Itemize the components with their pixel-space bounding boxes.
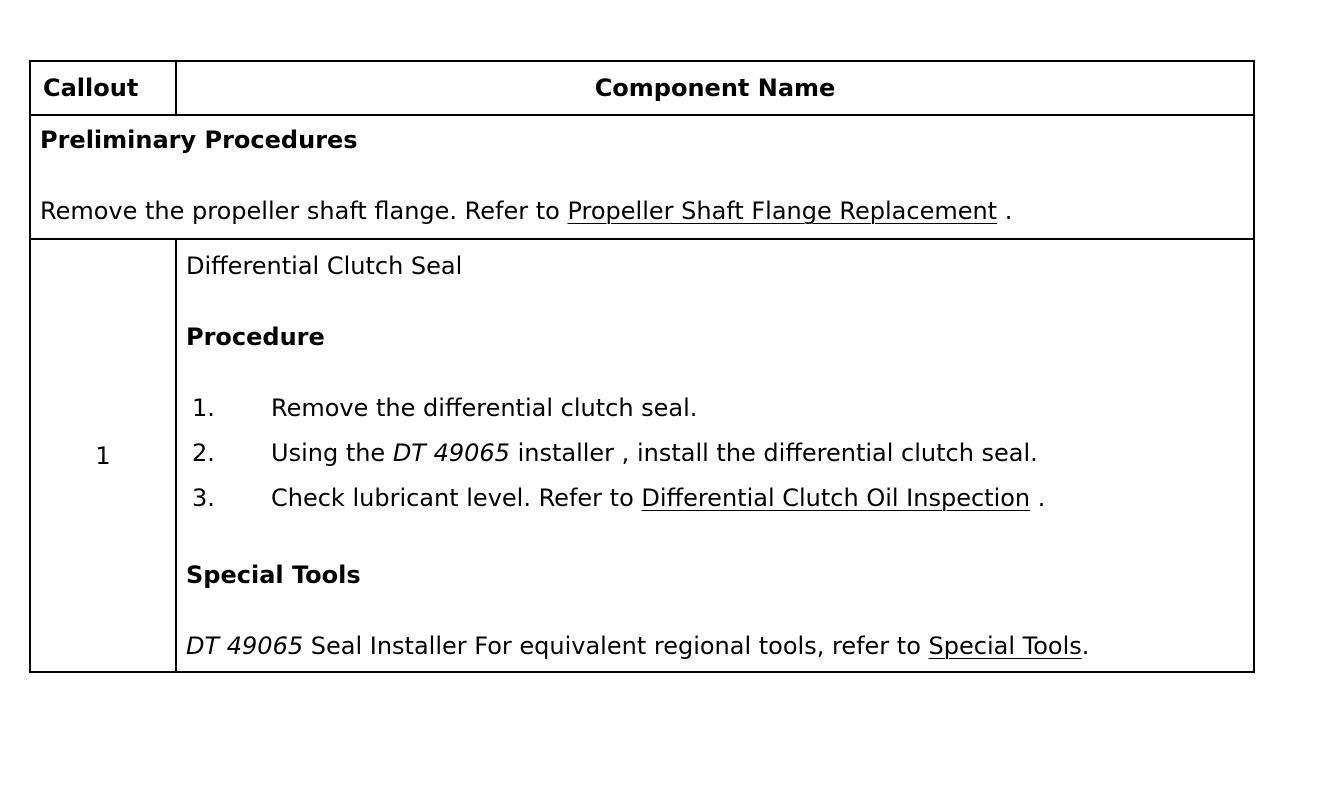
table-row [30,239,1254,672]
step-text-pre: Check lubricant level. Refer to [271,484,642,512]
spacer [186,283,1243,321]
special-tools-description: Seal Installer For equivalent regional tools, refer to [303,632,929,660]
table-header-row [30,61,1254,115]
callout-number: 1 [30,239,176,672]
propeller-shaft-flange-link[interactable]: Propeller Shaft Flange Replacement [567,197,998,225]
step-number: 1. [192,394,215,422]
step-text-post: installer , install the differential clutch seal. [509,439,1038,467]
component-name: Differential Clutch Seal [186,252,463,280]
spacer [186,354,1243,392]
preliminary-text-after: . [997,197,1013,225]
special-tools-text [186,630,1243,663]
preliminary-row [30,115,1254,239]
step-text [271,482,1071,515]
preliminary-text [40,195,1253,228]
special-tools-heading: Special Tools [186,561,361,589]
step-text [271,437,1071,470]
procedure-steps [186,392,1243,515]
special-tools-end: . [1081,632,1090,660]
spacer [186,527,1243,559]
tool-number: DT 49065 [186,632,304,660]
component-name-column-header: Component Name [176,61,1254,115]
preliminary-cell [30,115,1254,239]
procedure-table [29,60,1255,673]
list-item [192,482,1243,515]
step-number: 3. [192,484,215,512]
spacer [186,592,1243,630]
list-item [192,392,1243,425]
special-tools-link[interactable]: Special Tools [928,632,1082,660]
callout-column-header: Callout [30,61,176,115]
component-cell [176,239,1254,672]
list-item [192,437,1243,470]
step-text: Remove the differential clutch seal. [271,394,698,422]
preliminary-text-before: Remove the propeller shaft flange. Refer to [40,197,568,225]
step-number: 2. [192,439,215,467]
step-text-post: . [1030,484,1046,512]
preliminary-heading: Preliminary Procedures [40,126,358,154]
procedure-heading: Procedure [186,323,325,351]
spacer [40,157,1253,195]
differential-clutch-oil-inspection-link[interactable]: Differential Clutch Oil Inspection [641,484,1031,512]
tool-number: DT 49065 [392,439,510,467]
step-text-pre: Using the [271,439,393,467]
